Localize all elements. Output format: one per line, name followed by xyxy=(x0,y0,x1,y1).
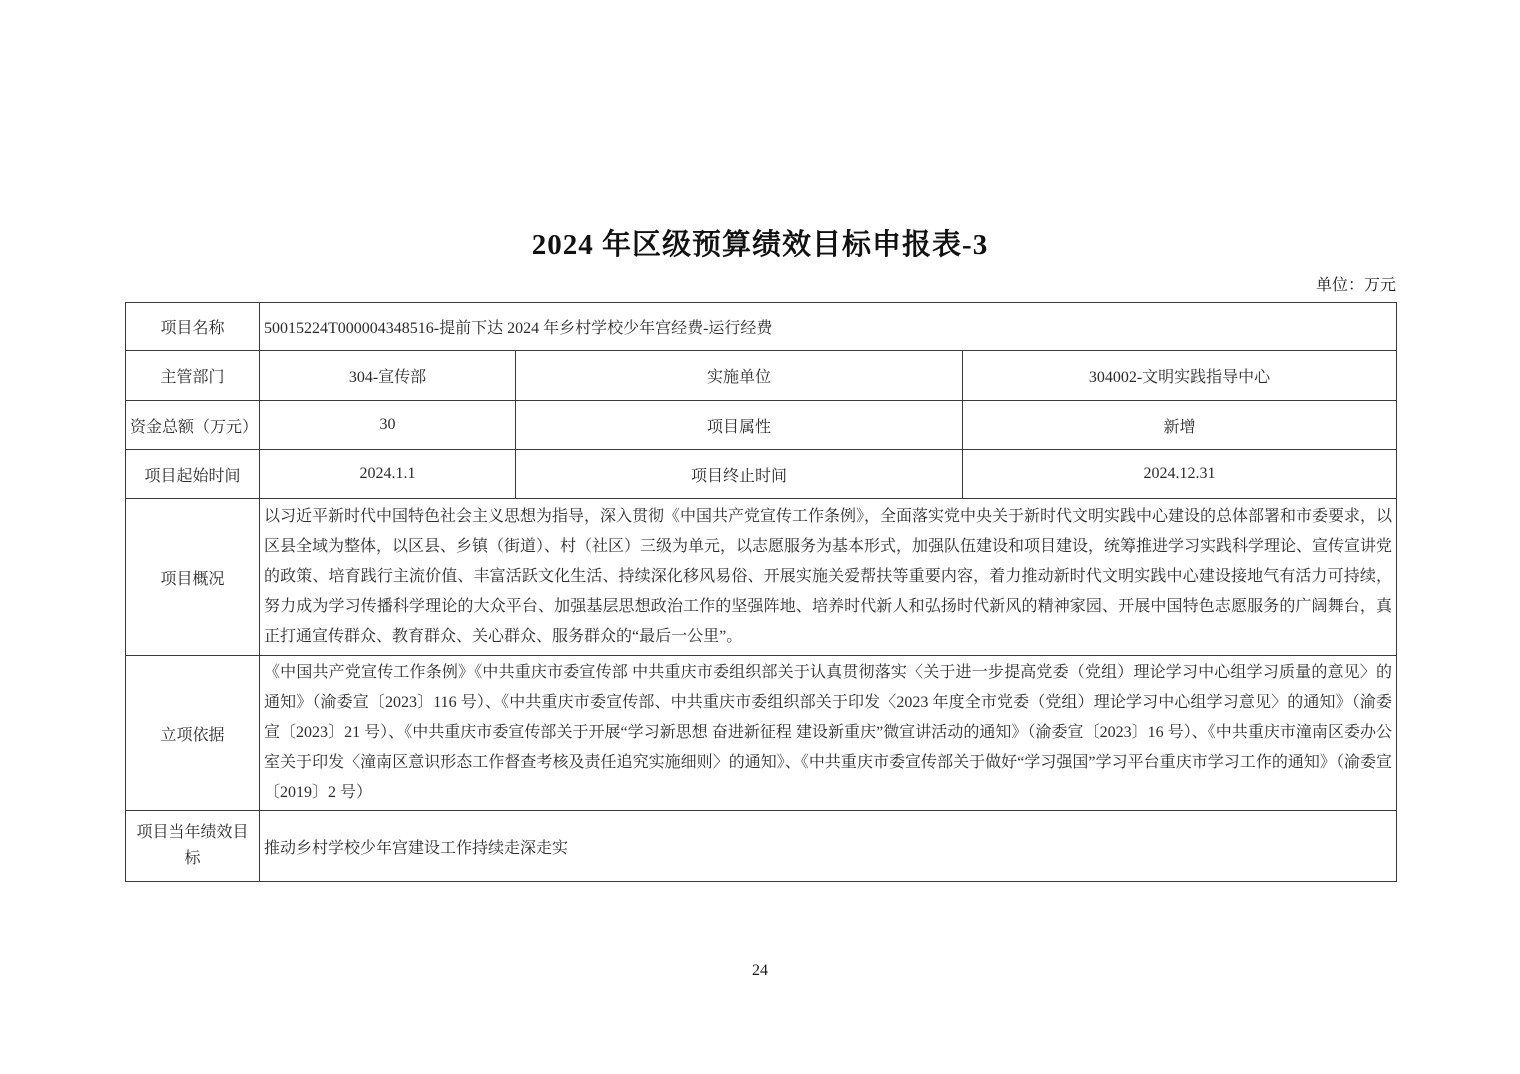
implementing-unit-label: 实施单位 xyxy=(516,351,963,401)
end-date-label: 项目终止时间 xyxy=(516,450,963,499)
unit-note: 单位：万元 xyxy=(1315,277,1396,294)
start-date-label: 项目起始时间 xyxy=(126,450,260,499)
project-name-value: 50015224T000004348516-提前下达 2024 年乡村学校少年宫经费-运行经费 xyxy=(260,303,1397,351)
basis-label: 立项依据 xyxy=(126,656,260,811)
row-goal xyxy=(126,811,1397,882)
project-attribute-value: 新增 xyxy=(963,401,1397,450)
page-number: 24 xyxy=(752,962,768,979)
end-date-value: 2024.12.31 xyxy=(963,450,1397,499)
start-date-value: 2024.1.1 xyxy=(260,450,516,499)
row-funds xyxy=(126,401,1397,450)
dept-value: 304-宣传部 xyxy=(260,351,516,401)
page-title: 2024 年区级预算绩效目标申报表-3 xyxy=(531,229,989,261)
basis-value: 《中国共产党宣传工作条例》《中共重庆市委宣传部 中共重庆市委组织部关于认真贯彻落实〈关于进一步提高党委（党组）理论学习中心组学习质量的意见〉的通知》（渝委宣〔2023〕116 号）、《中共重庆市委宣传部、中共重庆市委组织部关于印发〈2023 年度全市党委（党组）理论学习中心组学习意见〉的通知》（渝委宣〔2023〕21 号）、《中共重庆市委宣传部关于开展“学习新思想 奋进新征程 建设新重庆”微宣讲活动的通知》（渝委宣〔2023〕16 号）、《中共重庆市潼南区委办公室关于印发〈潼南区意识形态工作督查考核及责任追究实施细则〉的通知》、《中共重庆市委宣传部关于做好“学习强国”学习平台重庆市学习工作的通知》（渝委宣〔2019〕2 号） xyxy=(260,656,1397,811)
row-project-name xyxy=(126,303,1397,351)
funds-value: 30 xyxy=(260,401,516,450)
row-overview xyxy=(126,499,1397,656)
row-basis xyxy=(126,656,1397,811)
goal-value: 推动乡村学校少年宫建设工作持续走深走实 xyxy=(260,811,1397,882)
project-name-label: 项目名称 xyxy=(126,303,260,351)
row-departments xyxy=(126,351,1397,401)
overview-value: 以习近平新时代中国特色社会主义思想为指导，深入贯彻《中国共产党宣传工作条例》，全面落实党中央关于新时代文明实践中心建设的总体部署和市委要求，以区县全域为整体，以区县、乡镇（街道）、村（社区）三级为单元，以志愿服务为基本形式，加强队伍建设和项目建设，统筹推进学习实践科学理论、宣传宣讲党的政策、培育践行主流价值、丰富活跃文化生活、持续深化移风易俗、开展实施关爱帮扶等重要内容，着力推动新时代文明实践中心建设接地气有活力可持续，努力成为学习传播科学理论的大众平台、加强基层思想政治工作的坚强阵地、培养时代新人和弘扬时代新风的精神家园、开展中国特色志愿服务的广阔舞台，真正打通宣传群众、教育群众、关心群众、服务群众的“最后一公里”。 xyxy=(260,499,1397,656)
implementing-unit-value: 304002-文明实践指导中心 xyxy=(963,351,1397,401)
overview-label: 项目概况 xyxy=(126,499,260,656)
project-attribute-label: 项目属性 xyxy=(516,401,963,450)
dept-label: 主管部门 xyxy=(126,351,260,401)
row-dates xyxy=(126,450,1397,499)
budget-table xyxy=(125,302,1397,882)
funds-label: 资金总额（万元） xyxy=(126,401,260,450)
goal-label: 项目当年绩效目标 xyxy=(126,811,260,882)
